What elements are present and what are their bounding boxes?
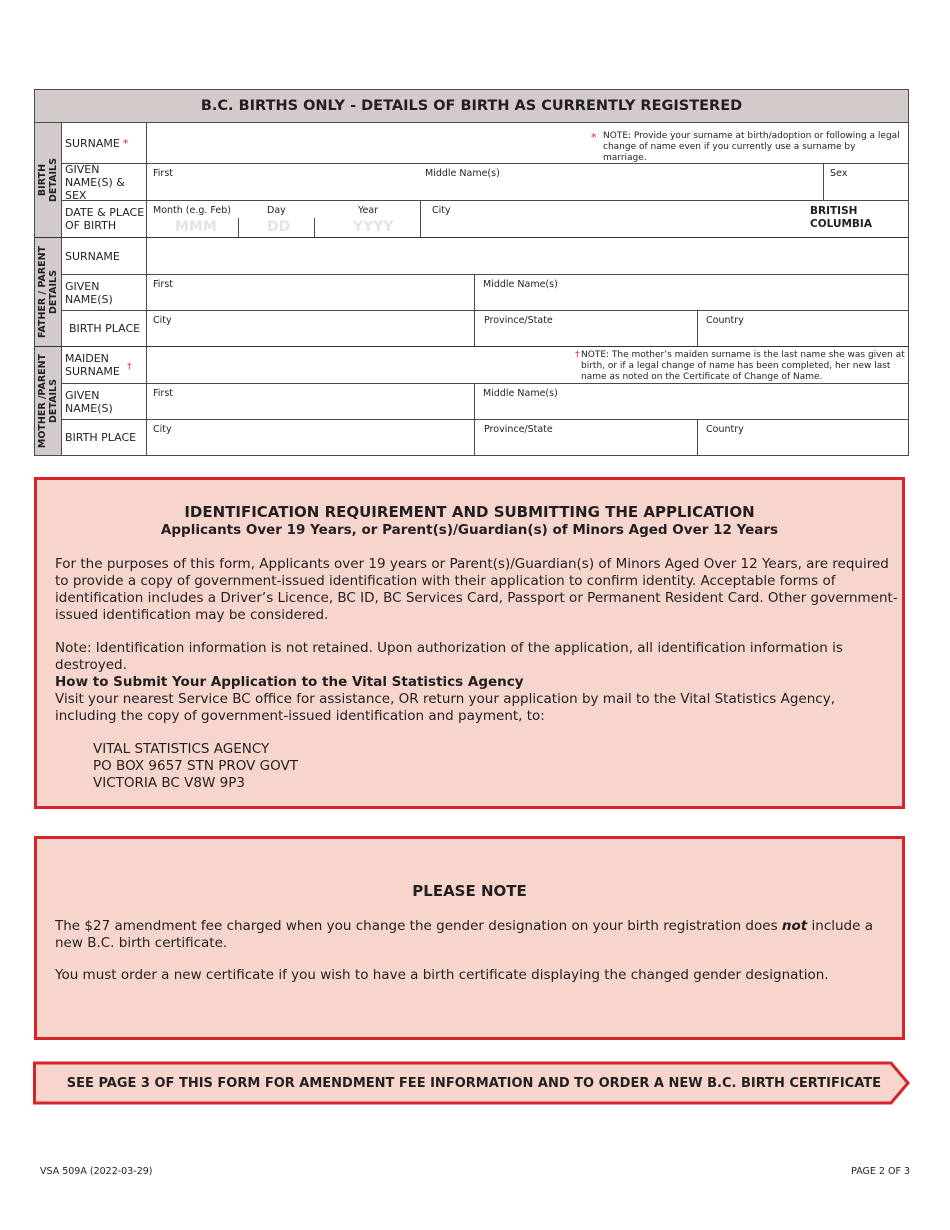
first-caption: First [153,388,173,399]
asterisk-icon: * [591,131,597,144]
form-title: B.C. BIRTHS ONLY - DETAILS OF BIRTH AS CURRENTLY REGISTERED [35,90,908,123]
sex-caption: Sex [830,168,848,179]
father-side-label: FATHER / PARENT DETAILS [37,245,60,339]
form-id: VSA 509A (2022-03-29) [40,1166,153,1177]
mother-maiden-label [62,347,147,383]
city-caption: City [153,315,172,326]
maiden-note: NOTE: The mother’s maiden surname is the last name she was given at birth, or if a legal change of name has been completed, her new last name as noted on the Certificate of Change of Name. [581,350,905,382]
father-surname-row [62,238,908,274]
fee-text-start: The $27 amendment fee charged when you change the gender designation on your birth registration does [55,918,782,934]
mother-country-field[interactable] [697,420,908,455]
country-caption: Country [706,315,744,326]
birth-surname-row [62,123,908,163]
country-caption: Country [706,424,744,435]
birth-sex-field[interactable] [823,164,908,200]
mother-maiden-row [62,347,908,383]
birth-day-field[interactable] [239,201,315,237]
address-line: VICTORIA BC V8W 9P3 [93,775,245,791]
mother-details-section [35,346,908,455]
please-note-box [34,836,905,1040]
birth-surname-label [62,123,147,163]
mother-first-field[interactable] [147,384,474,419]
father-middle-field[interactable] [474,275,908,310]
birth-given-first-field[interactable] [147,164,823,200]
submit-text: Visit your nearest Service BC office for assistance, OR return your application by mail to the Vital Statistics Agency, including the copy of government-issued identification and payment, to: [55,691,835,724]
middle-caption: Middle Name(s) [425,168,500,179]
father-details-section [35,237,908,346]
submit-heading: How to Submit Your Application to the Vital Statistics Agency [55,674,524,690]
birth-month-field[interactable] [147,201,239,237]
birth-date-label: DATE & PLACE OF BIRTH [62,201,147,237]
province-text: BRITISH COLUMBIA [810,205,872,230]
birth-year-field[interactable] [315,201,420,237]
month-caption: Month (e.g. Feb) [153,205,231,216]
day-placeholder: DD [267,219,291,235]
father-given-label: GIVEN NAME(S) [62,275,147,310]
province-caption: Province/State [484,315,553,326]
surname-note: NOTE: Provide your surname at birth/adoption or following a legal change of name even if you currently use a surname by marriage. [603,131,900,163]
year-caption: Year [358,205,379,216]
please-note-paragraph [55,918,898,952]
mother-given-label: GIVEN NAME(S) [62,384,147,419]
father-province-field[interactable] [474,311,697,346]
middle-caption: Middle Name(s) [483,279,558,290]
birth-given-row [62,163,908,200]
birth-details-form [34,89,909,456]
first-caption: First [153,279,173,290]
month-placeholder: MMM [175,219,217,235]
submit-section [55,674,898,725]
father-given-row [62,274,908,310]
dagger-icon: † [575,350,580,360]
address-line: VITAL STATISTICS AGENCY [93,741,270,757]
identification-title: IDENTIFICATION REQUIREMENT AND SUBMITTING THE APPLICATION [184,503,755,521]
address-line: PO BOX 9657 STN PROV GOVT [93,758,299,774]
father-city-field[interactable] [147,311,474,346]
mother-birthplace-label: BIRTH PLACE [62,420,147,455]
mother-birthplace-row [62,419,908,455]
fee-text-emphasis: not [781,918,808,934]
mother-middle-field[interactable] [474,384,908,419]
year-placeholder: YYYY [353,219,394,235]
birth-city-field[interactable] [420,201,908,237]
mother-given-row [62,383,908,419]
father-surname-field[interactable] [147,238,908,274]
fee-text-end: include a new B.C. birth certificate. [55,918,874,951]
amendment-banner [33,1061,911,1105]
first-caption: First [153,168,173,179]
mother-side-label: MOTHER /PARENT DETAILS [37,353,60,449]
mother-side-panel [35,347,62,455]
province-caption: Province/State [484,424,553,435]
identification-note: Note: Identification information is not retained. Upon authorization of the application, all identification information is destroyed. [55,640,843,673]
father-country-field[interactable] [697,311,908,346]
middle-caption: Middle Name(s) [483,388,558,399]
identification-box [34,477,905,809]
mother-maiden-field[interactable] [147,347,908,383]
birth-given-label: GIVEN NAME(S) & SEX [62,164,147,200]
mother-province-field[interactable] [474,420,697,455]
father-surname-label: SURNAME [62,238,147,274]
identification-subtitle: Applicants Over 19 Years, or Parent(s)/Guardian(s) of Minors Aged Over 12 Years [160,522,779,538]
please-note-title: PLEASE NOTE [412,882,527,900]
city-caption: City [153,424,172,435]
banner-text: SEE PAGE 3 OF THIS FORM FOR AMENDMENT FEE INFORMATION AND TO ORDER A NEW B.C. BIRTH CERTIFICATE [66,1075,881,1091]
father-first-field[interactable] [147,275,474,310]
required-icon: * [122,136,129,150]
city-caption: City [432,205,451,216]
page-number: PAGE 2 OF 3 [851,1166,910,1177]
day-caption: Day [267,205,286,216]
father-birthplace-label: BIRTH PLACE [62,311,147,346]
birth-surname-text: SURNAME [65,136,120,150]
mailing-address [93,741,298,792]
birth-surname-field[interactable] [147,123,908,163]
birth-side-label: BIRTH DETAILS [37,158,59,202]
birth-date-place-row [62,200,908,237]
mother-city-field[interactable] [147,420,474,455]
identification-paragraph: For the purposes of this form, Applicants over 19 years or Parent(s)/Guardian(s) of Minors Aged Over 12 Years, are required to provide a copy of government-issued identification with their application to confirm identity. Acceptable forms of identification includes a Driver’s Licence, BC ID, BC Services Card, Passport or Permanent Resident Card. Other government-issued identification may be considered. [55,556,898,623]
father-side-panel [35,238,62,346]
please-note-paragraph-2: You must order a new certificate if you wish to have a birth certificate displaying the changed gender designation. [55,967,829,983]
birth-details-section [35,123,908,237]
father-birthplace-row [62,310,908,346]
maiden-label-text: MAIDEN SURNAME [65,352,120,378]
dagger-icon: † [127,362,132,372]
birth-side-panel [35,123,62,237]
